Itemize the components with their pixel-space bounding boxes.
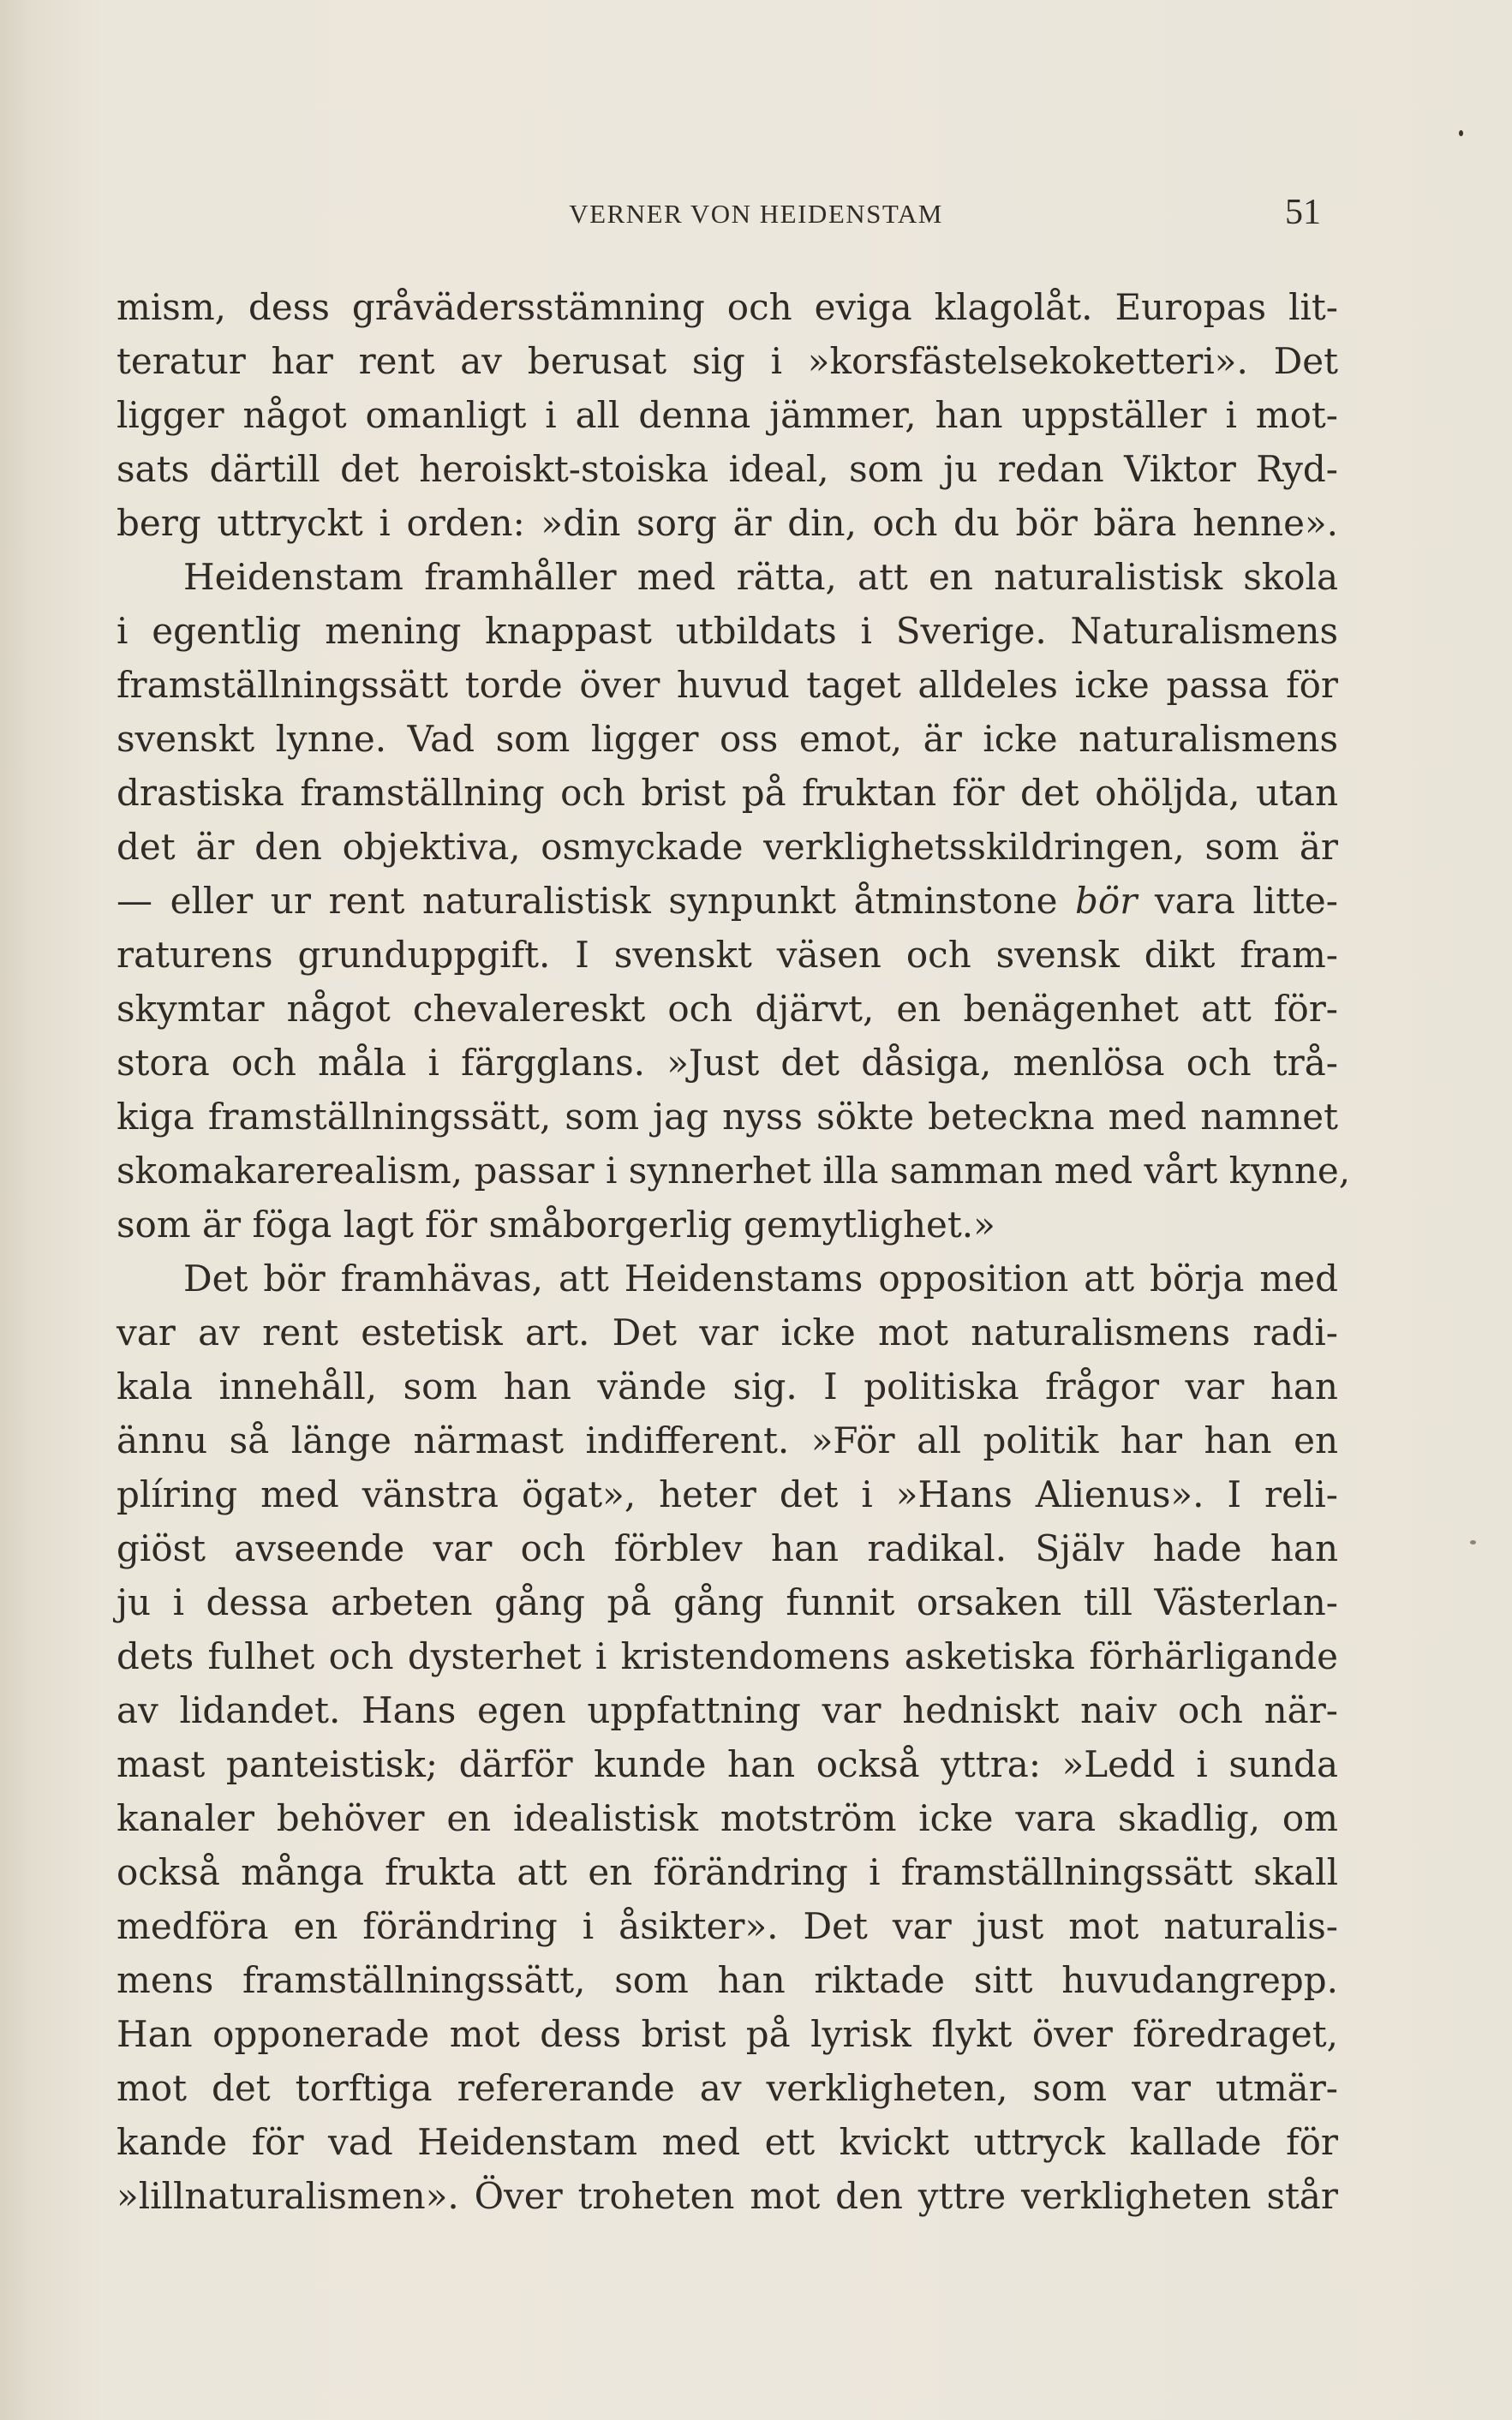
text-line-with-italic: [117, 874, 1338, 928]
text-line: kala innehåll, som han vände sig. I politiska frågor var han: [117, 1365, 1338, 1407]
text-line: skymtar något chevalereskt och djärvt, en benägenhet att för-: [117, 988, 1338, 1030]
text-line: stora och måla i färgglans. »Just det dåsiga, menlösa och trå-: [117, 1042, 1338, 1084]
page-number: 51: [1285, 193, 1321, 232]
text-line: drastiska framställning och brist på fruktan för det ohöljda, utan: [117, 772, 1338, 814]
text-line: medföra en förändring i åsikter». Det var just mot naturalis-: [117, 1905, 1338, 1947]
text-line: Han opponerade mot dess brist på lyrisk flykt över föredraget,: [117, 2013, 1338, 2055]
text-line: också många frukta att en förändring i framställningssätt skall: [117, 1851, 1338, 1893]
text-line: sats därtill det heroiskt-stoiska ideal, som ju redan Viktor Ryd-: [117, 448, 1338, 490]
text-line: plíring med vänstra ögat», heter det i »Hans Alienus». I reli-: [117, 1473, 1338, 1515]
text-line: Det bör framhävas, att Heidenstams opposition att börja med: [183, 1258, 1338, 1300]
text-line: var av rent estetisk art. Det var icke mot naturalismens radi-: [117, 1312, 1338, 1353]
italic-word: bör: [1075, 880, 1138, 922]
running-header: VERNER VON HEIDENSTAM: [569, 199, 943, 229]
text-line: dets fulhet och dysterhet i kristendomens asketiska förhärligande: [117, 1635, 1338, 1677]
text-line: ligger något omanligt i all denna jämmer, han uppställer i mot-: [117, 394, 1338, 436]
text-line: i egentlig mening knappast utbildats i Sverige. Naturalismens: [117, 610, 1338, 652]
text-line: giöst avseende var och förblev han radikal. Själv hade han: [117, 1527, 1338, 1569]
text-line: det är den objektiva, osmyckade verklighetsskildringen, som är: [117, 826, 1338, 868]
text-line: ännu så länge närmast indifferent. »För all politik har han en: [117, 1419, 1338, 1461]
text-line: raturens grunduppgift. I svenskt väsen och svensk dikt fram-: [117, 934, 1338, 976]
text-line: mot det torftiga refererande av verkligheten, som var utmär-: [117, 2067, 1338, 2109]
text-line: mast panteistisk; därför kunde han också yttra: »Ledd i sunda: [117, 1743, 1338, 1785]
text-line: svenskt lynne. Vad som ligger oss emot, är icke naturalismens: [117, 718, 1338, 760]
text-line: som är föga lagt för småborgerlig gemytlighet.»: [117, 1204, 995, 1246]
text-fragment: — eller ur rent naturalistisk synpunkt åtminstone: [117, 880, 1076, 922]
text-line: kande för vad Heidenstam med ett kvickt uttryck kallade för: [117, 2121, 1338, 2163]
text-line: teratur har rent av berusat sig i »korsfästelsekoketteri». Det: [117, 340, 1338, 382]
text-line: mism, dess gråvädersstämning och eviga klagolåt. Europas lit-: [117, 286, 1338, 328]
text-line: kiga framställningssätt, som jag nyss sökte beteckna med namnet: [117, 1096, 1338, 1138]
text-line: skomakarerealism, passar i synnerhet illa samman med vårt kynne,: [117, 1150, 1351, 1192]
text-line: »lillnaturalismen». Över troheten mot den yttre verkligheten står: [117, 2175, 1338, 2217]
text-fragment: vara litte-: [1137, 880, 1338, 922]
paper-speck: [1470, 1540, 1476, 1545]
text-line: av lidandet. Hans egen uppfattning var hedniskt naiv och när-: [117, 1689, 1338, 1731]
text-line: Heidenstam framhåller med rätta, att en naturalistisk skola: [183, 556, 1338, 598]
text-line: berg uttryckt i orden: »din sorg är din, och du bör bära henne».: [117, 502, 1338, 544]
text-line: kanaler behöver en idealistisk motström icke vara skadlig, om: [117, 1797, 1338, 1839]
paper-speck: [1459, 130, 1463, 136]
text-line: framställningssätt torde över huvud taget alldeles icke passa för: [117, 664, 1338, 706]
text-line: ju i dessa arbeten gång på gång funnit orsaken till Västerlan-: [117, 1581, 1338, 1623]
text-line: mens framställningssätt, som han riktade sitt huvudangrepp.: [117, 1959, 1338, 2001]
